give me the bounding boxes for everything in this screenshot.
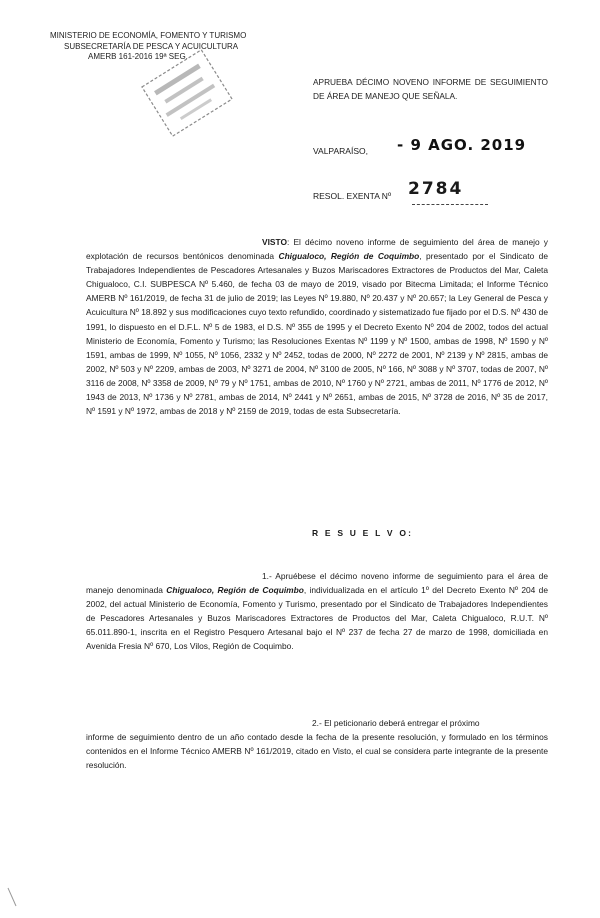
visto-paragraph — [86, 235, 548, 418]
resolution-label: RESOL. EXENTA Nº — [313, 191, 392, 201]
header-subsecretariat: SUBSECRETARÍA DE PESCA Y ACUICULTURA — [64, 41, 239, 51]
resolution-underline — [412, 204, 488, 205]
visto-text-1: : El décimo noveno informe de seguimiento del área de manejo y explotación de recursos bentónicos denominada — [86, 237, 548, 262]
point2-rest: informe de seguimiento dentro de un año contado desde la fecha de la presente resolución, y formulado en los términos contenidos en el Informe Técnico AMERB Nº 161/2019, citado en Visto, el cual se considera parte integrante de la presente resolución. — [86, 732, 548, 771]
corner-tick-graphic — [6, 886, 20, 910]
resolution-point-1 — [86, 569, 548, 654]
visto-label: VISTO — [262, 237, 287, 247]
resolution-number: 2784 — [408, 179, 464, 199]
resuelvo-heading: R E S U E L V O: — [312, 528, 414, 538]
header-reference: AMERB 161-2016 19ª SEG. — [88, 52, 188, 61]
point2-lead: 2.- El peticionario deberá entregar el próximo — [312, 718, 480, 728]
ministry-header — [50, 31, 246, 63]
date-stamp: - 9 AGO. 2019 — [397, 136, 527, 154]
place-label: VALPARAÍSO, — [313, 146, 368, 156]
resolution-subject: APRUEBA DÉCIMO NOVENO INFORME DE SEGUIMIENTO DE ÁREA DE MANEJO QUE SEÑALA. — [313, 77, 548, 101]
header-ministry: MINISTERIO DE ECONOMÍA, FOMENTO Y TURISMO — [50, 31, 247, 40]
point1-area-name: Chigualoco, Región de Coquimbo — [166, 585, 304, 596]
corner-mark — [6, 886, 20, 915]
point1-rest: , individualizada en el artículo 1º del Decreto Exento Nº 204 de 2002, del actual Ministerio de Economía, Fomento y Turismo, presentado por el Sindicato de Trabajadores Independientes de Pescadores Artesanales y Buzos Mariscadores Extractores de Productos del Mar, Caleta Chigualoco, R.U.T. Nº 65.011.890-1, inscrita en el Registro Pesquero Artesanal bajo el Nº 237 de fecha 27 de marzo de 1998, domiciliada en Avenida Fresia Nº 670, Los Vilos, Región de Coquimbo. — [86, 585, 548, 652]
visto-area-name: Chigualoco, Región de Coquimbo — [278, 251, 420, 262]
resolution-point-2 — [86, 716, 548, 772]
point1-lead: 1.- Apruébese el décimo noveno informe de seguimiento para el área de manejo denominada — [86, 571, 548, 596]
visto-text-2: , presentado por el Sindicato de Trabajadores Independientes de Pescadores Artesanales y Buzos Mariscadores Extractores de Productos del Mar, Caleta Chigualoco, C.I. SUBPESCA Nº 5.460, de fecha 03 de mayo de 2019, visado por Bitecma Limitada; el Informe Técnico AMERB Nº 161/2019, de fecha 31 de julio de 2019; las Leyes Nº 19.880, Nº 20.437 y Nº 20.657; la Ley General de Pesca y Acuicultura Nº 18.892 y sus modificaciones cuyo texto refundido, coordinado y sistematizado fue fijado por el D.S. Nº 430 de 1991, lo dispuesto en el D.F.L. Nº 5 de 1983, el D.S. Nº 355 de 1995 y el Decreto Exento Nº 204 de 2002, todos del actual Ministerio de Economía, Fomento y Turismo; las Resoluciones Exentas Nº 1199 y Nº 1500, ambas de 1998, Nº 1590 y Nº 1591, ambas de 1999, Nº 1055, Nº 1056, 2332 y Nº 2452, todas de 2000, Nº 2272 de 2001, Nº 2139 y Nº 2815, ambas de 2002, Nº 503 y Nº 2209, ambas de 2003, Nº 3271 de 2004, Nº 3100 de 2005, Nº 166, Nº 3088 y Nº 3707, todas de 2007, Nº 3116 de 2008, Nº 3358 de 2009, Nº 79 y Nº 1751, ambas de 2010, Nº 1760 y Nº 2721, ambas de 2011, Nº 1776 de 2012, Nº 1943 de 2013, Nº 1736 y Nº 2781, ambas de 2014, Nº 2441 y Nº 2651, ambas de 2015, Nº 3728 de 2016, Nº 35 de 2017, Nº 1591 y Nº 1972, ambas de 2018 y Nº 2159 de 2019, todas de esta Subsecretaría. — [86, 251, 548, 417]
